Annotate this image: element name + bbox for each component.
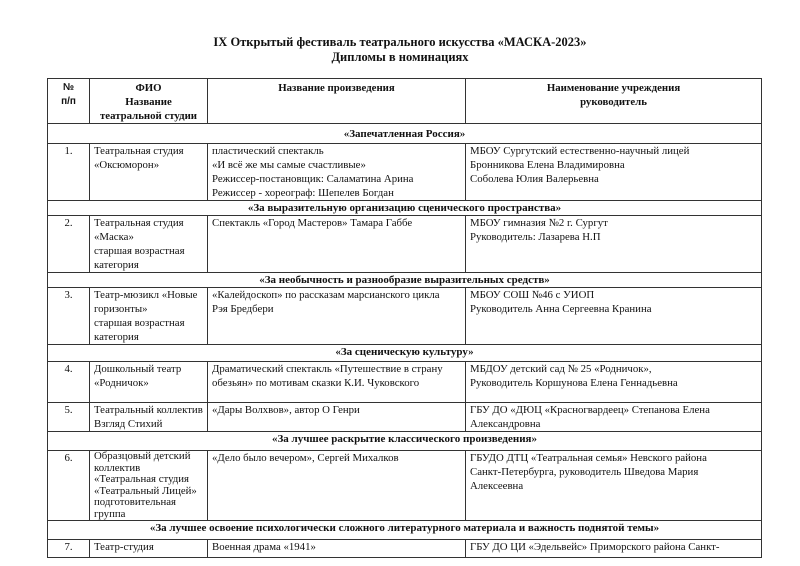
table-row: [48, 144, 762, 201]
nomination-row: [48, 345, 762, 362]
studio-name: Театральная студия «Оксюморон»: [90, 144, 208, 201]
work-title: Драматический спектакль «Путешествие в страну обезьян» по мотивам сказки К.И. Чуковского: [208, 362, 466, 403]
nomination-row: [48, 432, 762, 451]
institution: МБДОУ детский сад № 25 «Родничок», Руководитель Коршунова Елена Геннадьевна: [466, 362, 762, 403]
nomination-row: [48, 521, 762, 540]
studio-name: Театр-мюзикл «Новые горизонты» старшая возрастная категория: [90, 288, 208, 345]
table-row: [48, 362, 762, 403]
table-row: [48, 216, 762, 273]
table-header-row: [48, 79, 762, 124]
festival-title: IX Открытый фестиваль театрального искусства «МАСКА-2023»: [213, 35, 587, 49]
institution: ГБУДО ДТЦ «Театральная семья» Невского района Санкт-Петербурга, руководитель Шведова Мария Алексеевна: [466, 451, 762, 521]
work-title: пластический спектакль «И всё же мы самые счастливые» Режиссер-постановщик: Саламатина Арина Режиссер - хореограф: Шепелев Богдан: [208, 144, 466, 201]
nomination-row: [48, 201, 762, 216]
nomination-title: «Запечатленная Россия»: [48, 124, 762, 144]
nomination-title: «За выразительную организацию сценического пространства»: [48, 201, 762, 216]
nomination-title: «За сценическую культуру»: [48, 345, 762, 362]
row-number: 6.: [48, 451, 90, 521]
studio-name: Театральная студия «Маска» старшая возрастная категория: [90, 216, 208, 273]
nomination-title: «За лучшее раскрытие классического произведения»: [48, 432, 762, 451]
work-title: «Дело было вечером», Сергей Михалков: [208, 451, 466, 521]
work-title: «Калейдоскоп» по рассказам марсианского цикла Рэя Бредбери: [208, 288, 466, 345]
header-work: Название произведения: [208, 79, 466, 124]
studio-name: Театр-студия: [90, 540, 208, 558]
header-name: ФИО Название театральной студии: [90, 79, 208, 124]
work-title: Спектакль «Город Мастеров» Тамара Габбе: [208, 216, 466, 273]
studio-name: Дошкольный театр «Родничок»: [90, 362, 208, 403]
institution: ГБУ ДО ЦИ «Эдельвейс» Приморского района Санкт-: [466, 540, 762, 558]
table-row: [48, 451, 762, 521]
nomination-title: «За лучшее освоение психологически сложного литературного материала и важность поднятой темы»: [48, 521, 762, 540]
row-number: 4.: [48, 362, 90, 403]
row-number: 2.: [48, 216, 90, 273]
nomination-title: «За необычность и разнообразие выразительных средств»: [48, 273, 762, 288]
nomination-row: [48, 124, 762, 144]
header-institution: Наименование учреждения руководитель: [466, 79, 762, 124]
document-title: [0, 35, 800, 65]
row-number: 5.: [48, 403, 90, 432]
nomination-row: [48, 273, 762, 288]
table-row: [48, 288, 762, 345]
row-number: 3.: [48, 288, 90, 345]
nominations-table: [47, 78, 762, 558]
institution: МБОУ гимназия №2 г. Сургут Руководитель: Лазарева Н.П: [466, 216, 762, 273]
row-number: 7.: [48, 540, 90, 558]
work-title: «Дары Волхвов», автор О Генри: [208, 403, 466, 432]
table-row: [48, 403, 762, 432]
row-number: 1.: [48, 144, 90, 201]
work-title: Военная драма «1941»: [208, 540, 466, 558]
table-row: [48, 540, 762, 558]
institution: МБОУ Сургутский естественно-научный лицей Бронникова Елена Владимировна Соболева Юлия Валерьевна: [466, 144, 762, 201]
studio-name: Театральный коллектив Взгляд Стихий: [90, 403, 208, 432]
subtitle: Дипломы в номинациях: [331, 50, 469, 64]
studio-name: Образцовый детский коллектив «Театральная студия «Театральный Лицей» подготовительная группа: [90, 451, 208, 521]
institution: МБОУ СОШ №46 с УИОП Руководитель Анна Сергеевна Кранина: [466, 288, 762, 345]
institution: ГБУ ДО «ДЮЦ «Красногвардеец» Степанова Елена Александровна: [466, 403, 762, 432]
header-number: № п/п: [48, 79, 90, 124]
